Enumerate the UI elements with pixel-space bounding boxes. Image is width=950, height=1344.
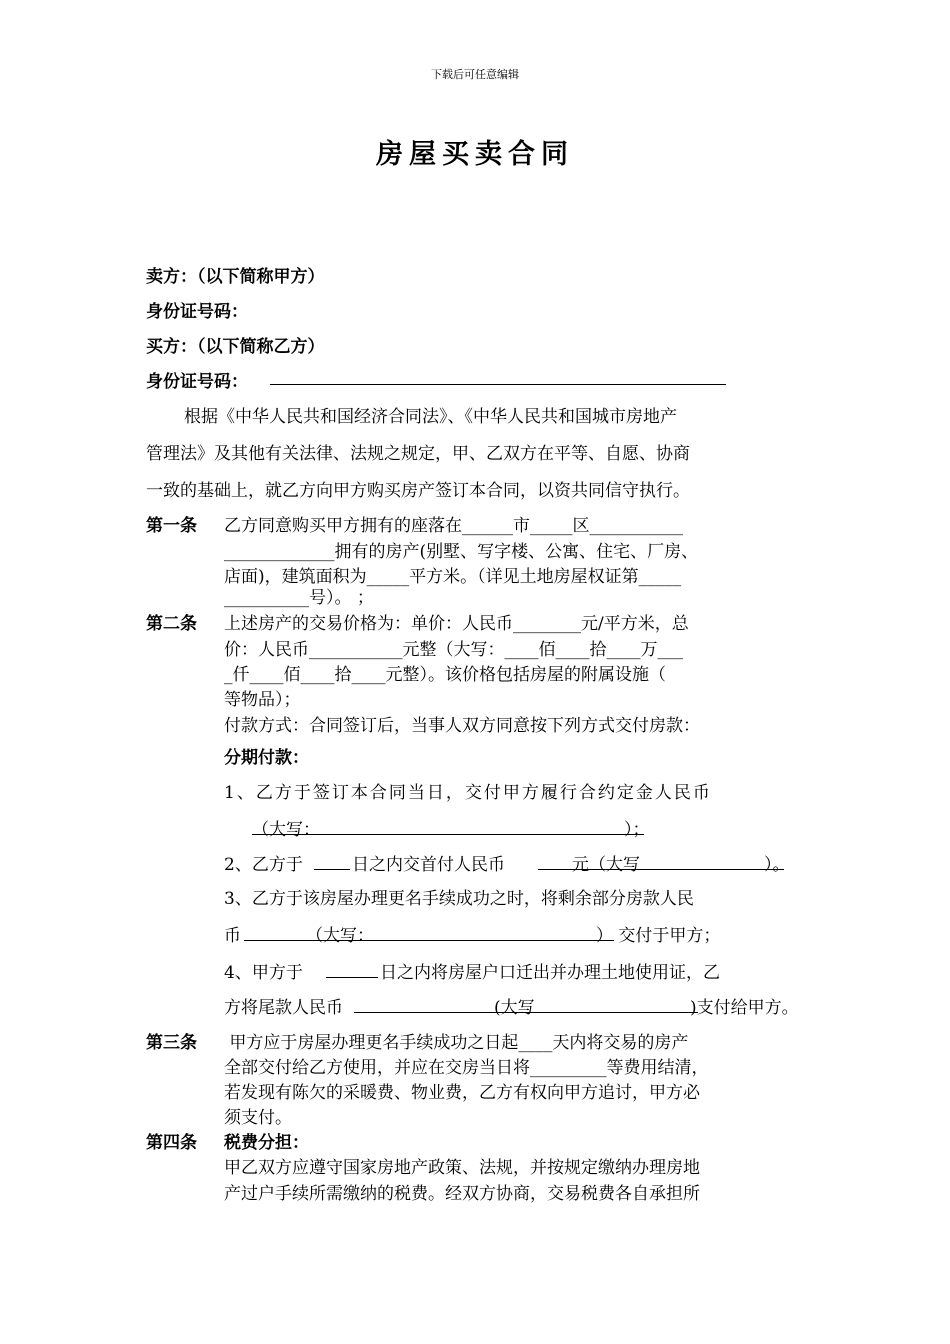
- installment-4-words-label: (大写: [494, 998, 535, 1018]
- installment-3-underline: [244, 940, 614, 941]
- installment-4-part-b: 日之内将房屋户口迁出并办理土地使用证，乙: [380, 963, 720, 983]
- installment-1-words-end: ）；: [624, 820, 650, 840]
- header-note: 下载后可任意编辑: [431, 68, 519, 81]
- article-2-label: 第二条: [146, 614, 197, 634]
- installment-4-days-blank: [326, 977, 378, 978]
- payment-method-line: 付款方式：合同签订后，当事人双方同意按下列方式交付房款：: [224, 716, 700, 736]
- installment-3-words-label: （大写：: [306, 926, 374, 946]
- installment-2-part-a: 2、乙方于: [224, 855, 303, 875]
- article-3-line-2: 全部交付给乙方使用，并应在交房当日将_________等费用结清，: [224, 1058, 709, 1078]
- installment-2-part-c: 元（大写: [572, 855, 640, 875]
- installment-3-end: ） 交付于甲方；: [596, 926, 721, 946]
- installment-1-line: 1、乙方于签订本合同当日，交付甲方履行合约定金人民币: [224, 783, 712, 803]
- preamble-line-2: 管理法》及其他有关法律、法规之规定，甲、乙双方在平等、自愿、协商: [146, 444, 690, 464]
- preamble-line-3: 一致的基础上，就乙方向甲方购买房产签订本合同，以资共同信守执行。: [146, 481, 690, 501]
- article-3-line-4: 须支付。: [224, 1108, 292, 1128]
- installment-2-amount-blank: [538, 869, 572, 870]
- buyer-id-line: 身份证号码：: [146, 372, 248, 392]
- installment-2-part-b: 日之内交首付人民币: [352, 855, 505, 875]
- article-2-line-3: _仟____佰____拾____元整）。该价格包括房屋的附属设施（: [224, 665, 666, 685]
- installment-3-currency: 币: [224, 926, 241, 946]
- seller-id-line: 身份证号码：: [146, 302, 248, 322]
- installment-4-end: )支付给甲方。: [690, 998, 799, 1018]
- article-2-line-4: 等物品）；: [224, 690, 301, 710]
- installment-4-part-a: 4、甲方于: [224, 963, 303, 983]
- article-2-line-2: 价：人民币___________元整（大写：____佰____拾____万___: [224, 640, 683, 660]
- installment-4-underline: [354, 1012, 698, 1013]
- article-1-line-1: 乙方同意购买甲方拥有的座落在______市_____区___________: [224, 516, 683, 536]
- article-3-line-3: 若发现有陈欠的采暖费、物业费，乙方有权向甲方追讨，甲方必: [224, 1083, 700, 1103]
- article-4-label: 第四条: [146, 1133, 197, 1153]
- installment-2-days-blank: [314, 869, 350, 870]
- article-4-line-1: 甲乙双方应遵守国家房地产政策、法规，并按规定缴纳办理房地: [224, 1158, 700, 1178]
- installment-2-part-d: ）。: [764, 855, 790, 875]
- preamble-line-1: 根据《中华人民共和国经济合同法》、《中华人民共和国城市房地产: [184, 407, 677, 427]
- document-title: 房屋买卖合同: [376, 139, 574, 170]
- installment-1-underline: [252, 834, 644, 835]
- article-4-line-2: 产过户手续所需缴纳的税费。经双方协商，交易税费各自承担所: [224, 1184, 700, 1204]
- installment-4-part-c: 方将尾款人民币: [224, 998, 343, 1018]
- seller-line: 卖方：（以下简称甲方）: [146, 267, 325, 287]
- article-1-line-4: __________号）。 ；: [224, 588, 374, 608]
- article-4-heading: 税费分担：: [224, 1133, 309, 1153]
- buyer-line: 买方：（以下简称乙方）: [146, 337, 325, 357]
- article-2-line-1: 上述房产的交易价格为：单价：人民币________元/平方米，总: [224, 614, 689, 634]
- installments-heading: 分期付款：: [224, 748, 309, 768]
- installment-1-words-label: （大写：: [252, 820, 320, 840]
- installment-2-words-blank: [572, 869, 784, 870]
- article-1-label: 第一条: [146, 516, 197, 536]
- article-3-label: 第三条: [146, 1033, 197, 1053]
- article-1-line-3: 店面)，建筑面积为_____平方米。（详见土地房屋权证第_____: [224, 567, 682, 587]
- buyer-id-underline: [270, 384, 726, 385]
- installment-3-line: 3、乙方于该房屋办理更名手续成功之时，将剩余部分房款人民: [224, 889, 694, 909]
- article-1-line-2: _____________拥有的房产(别墅、写字楼、公寓、住宅、厂房、: [224, 542, 699, 562]
- article-3-line-1: 甲方应于房屋办理更名手续成功之日起____天内将交易的房产: [224, 1033, 689, 1053]
